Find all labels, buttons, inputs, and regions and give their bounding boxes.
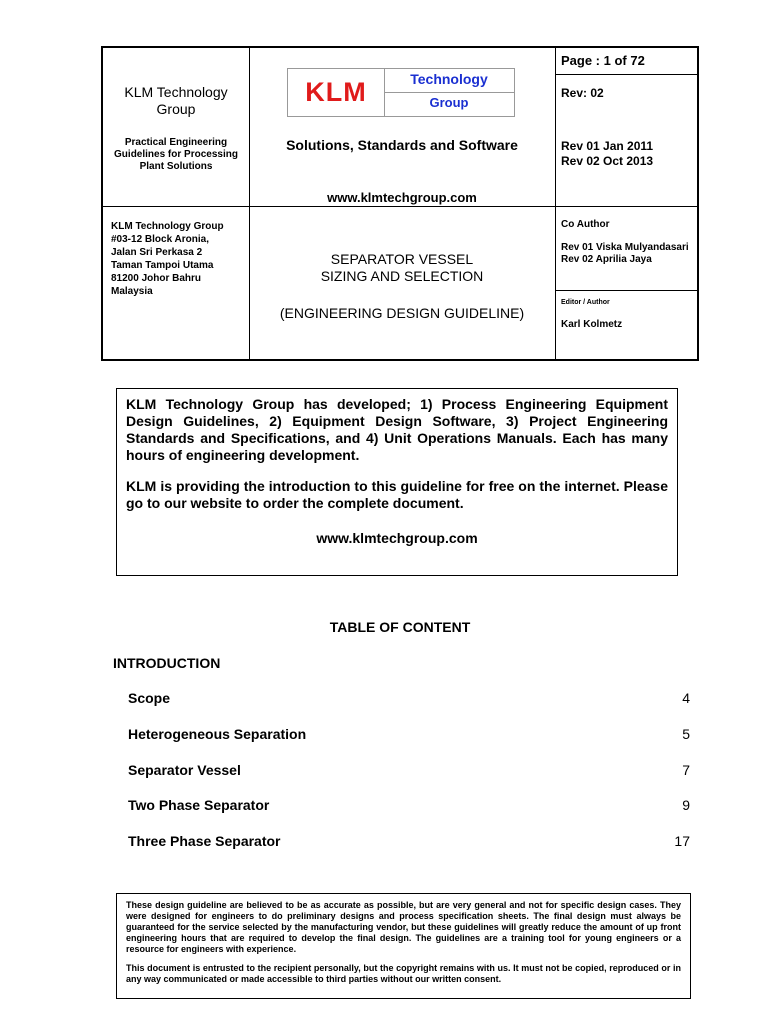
page-number: Page : 1 of 72 bbox=[561, 53, 645, 68]
toc-item[interactable] bbox=[128, 833, 690, 851]
toc-item-label: Two Phase Separator bbox=[128, 797, 270, 813]
document-title-line1: SEPARATOR VESSEL bbox=[330, 251, 474, 267]
toc-title: TABLE OF CONTENT bbox=[329, 619, 471, 635]
solutions-text: Solutions, Standards and Software bbox=[286, 137, 518, 153]
toc-item-page: 7 bbox=[682, 762, 690, 778]
co-author-label: Co Author bbox=[561, 219, 610, 230]
logo-technology-text: Technology bbox=[410, 71, 488, 87]
intro-paragraph: KLM is providing the introduction to this guideline for free on the internet. Please go to our website to order the complete document. bbox=[126, 478, 668, 511]
toc-item-page: 9 bbox=[682, 797, 690, 813]
company-tagline: Practical Engineering Guidelines for Processing Plant Solutions bbox=[114, 137, 238, 172]
co-authors: Rev 01 Viska Mulyandasari Rev 02 Aprilia Jaya bbox=[561, 242, 689, 265]
company-name: KLM Technology Group bbox=[124, 84, 228, 117]
toc-item-page: 5 bbox=[682, 726, 690, 742]
disclaimer-paragraph: These design guideline are believed to be as accurate as possible, but are very general and not for specific design cases. They were designed for engineers to do preliminary designs and process specification sheets. The final design must always be guaranteed for the service selected by the manufacturing vendor, but these guidelines will greatly reduce the amount of up front engineering hours that are required to develop the final design. The guidelines are a training tool for young engineers or a resource for engineers with experience. bbox=[126, 900, 681, 954]
logo-klm-text: KLM bbox=[305, 77, 367, 107]
toc-item-label: Scope bbox=[128, 690, 171, 706]
toc-item[interactable] bbox=[128, 690, 690, 708]
document-header bbox=[101, 46, 699, 361]
disclaimer-box bbox=[116, 893, 691, 999]
row-divider bbox=[555, 74, 697, 75]
column-divider bbox=[555, 48, 556, 359]
row-divider bbox=[555, 290, 697, 291]
toc-item[interactable] bbox=[128, 797, 690, 815]
toc-item[interactable] bbox=[128, 726, 690, 744]
editor-label: Editor / Author bbox=[561, 299, 610, 306]
intro-website-link[interactable]: www.klmtechgroup.com bbox=[316, 530, 478, 546]
revision: Rev: 02 bbox=[561, 86, 604, 100]
company-address: KLM Technology Group #03-12 Block Aronia, Jalan Sri Perkasa 2 Taman Tampoi Utama 81200 Johor Bahru Malaysia bbox=[111, 221, 224, 297]
document-title-line2: SIZING AND SELECTION bbox=[320, 268, 484, 284]
toc-item-page: 4 bbox=[682, 690, 690, 706]
toc-item-label: Heterogeneous Separation bbox=[128, 726, 307, 742]
toc-item-page: 17 bbox=[674, 833, 690, 849]
row-divider bbox=[103, 206, 697, 207]
toc-section-heading: INTRODUCTION bbox=[113, 655, 221, 671]
revision-dates: Rev 01 Jan 2011 Rev 02 Oct 2013 bbox=[561, 139, 654, 168]
logo-group-text: Group bbox=[429, 95, 469, 110]
toc-item-label: Separator Vessel bbox=[128, 762, 241, 778]
toc-item-label: Three Phase Separator bbox=[128, 833, 281, 849]
toc-item[interactable] bbox=[128, 762, 690, 780]
intro-paragraph: KLM Technology Group has developed; 1) Process Engineering Equipment Design Guidelines, 2) Equipment Design Software, 3) Project Engineering Standards and Specifications, and 4) Unit Operations Manuals. Each has many hours of engineering development. bbox=[126, 396, 668, 463]
document-title-line3: (ENGINEERING DESIGN GUIDELINE) bbox=[279, 305, 525, 321]
klm-logo bbox=[287, 68, 515, 117]
copyright-paragraph: This document is entrusted to the recipient personally, but the copyright remains with us. It must not be copied, reproduced or in any way communicated or made accessible to third parties without our written consent. bbox=[126, 963, 681, 984]
header-website: www.klmtechgroup.com bbox=[327, 190, 477, 205]
editor-name: Karl Kolmetz bbox=[561, 319, 623, 330]
intro-box bbox=[116, 388, 678, 576]
